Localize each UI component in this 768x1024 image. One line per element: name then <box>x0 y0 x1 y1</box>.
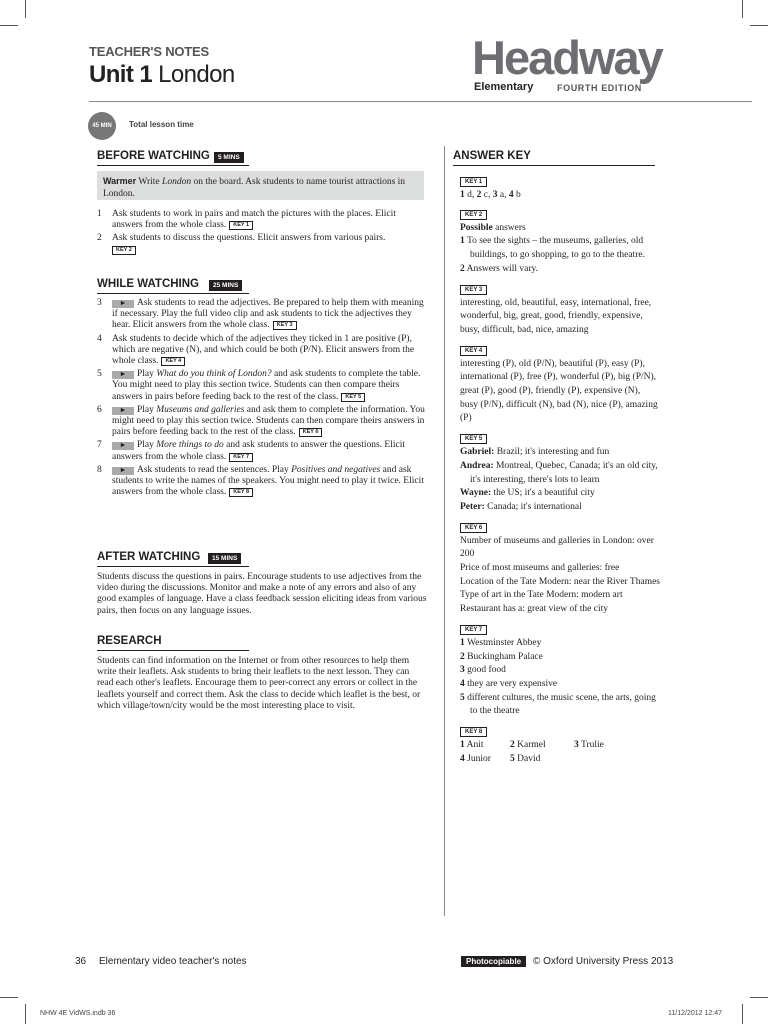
key-label: KEY 5 <box>460 434 487 444</box>
key-tag: KEY 1 <box>229 221 253 230</box>
answer-key-column <box>460 175 660 767</box>
key-label: KEY 7 <box>460 625 487 635</box>
headway-logo: Headway <box>472 31 662 84</box>
header-rule <box>89 101 752 102</box>
key-6-block: KEY 6 Number of museums and galleries in London: over 200 Price of most museums and galleries: free Location of the Tate Modern: near the River Thames Type of art in the Tate Modern: modern art Restaurant has a: great view of the city <box>460 524 661 615</box>
crop-mark <box>742 0 743 18</box>
teachers-notes-label: TEACHER'S NOTES <box>89 44 209 59</box>
crop-mark <box>742 1004 743 1024</box>
crop-mark <box>25 1004 26 1024</box>
warmer-label: Warmer <box>103 176 137 186</box>
key-label: KEY 3 <box>460 285 487 295</box>
key-4-block: KEY 4 interesting (P), old (P/N), beautiful (P), easy (P), international (P), free (P), wonderful (P), big (P/N), great (P), good (P), friendly (P), expensive (N), busy (P/N), difficult (N), bad (N), nice (P), amazing (P) <box>460 347 658 424</box>
research-heading: RESEARCH <box>97 635 162 647</box>
footer-title: Elementary video teacher's notes <box>99 956 247 967</box>
list-item: 8 ► Ask students to read the sentences. Play Positives and negatives and ask students to write the names of the speakers. You might need to play it twice. Elicit answers from the whole class. KEY 8 <box>97 464 424 498</box>
clock-label: 45 MIN <box>92 123 112 129</box>
crop-mark <box>25 0 26 18</box>
crop-mark <box>750 25 768 26</box>
key-3-block: KEY 3 interesting, old, beautiful, easy, international, free, wonderful, big, great, good, friendly, expensive, busy, difficult, bad, nice, amazing <box>460 286 652 335</box>
list-item: 2 Ask students to discuss the questions. Elicit answers from various pairs. KEY 2 <box>97 233 386 253</box>
play-icon: ► <box>112 371 134 379</box>
after-watching-heading: AFTER WATCHING <box>97 551 201 563</box>
section-rule <box>97 650 249 651</box>
key-tag: KEY 4 <box>161 357 185 366</box>
section-rule <box>453 165 655 166</box>
before-list <box>97 209 427 258</box>
key-tag: KEY 7 <box>229 453 253 462</box>
warmer-text: Warmer Write London on the board. Ask students to name tourist attractions in London. <box>103 176 406 199</box>
key-tag: KEY 6 <box>299 428 323 437</box>
answer-key-heading: ANSWER KEY <box>453 150 531 162</box>
logo-level: Elementary <box>474 81 534 93</box>
copyright: © Oxford University Press 2013 <box>533 956 674 967</box>
key-5-block: KEY 5 Gabriel: Brazil; it's interesting and fun Andrea: Montreal, Quebec, Canada; it's an old city, it's interesting, there's lots to learn Wayne: the US; it's a beautiful city Peter: Canada; it's international <box>460 436 658 512</box>
key-tag: KEY 2 <box>112 246 136 255</box>
key-8-block: KEY 8 1 Anit 2 Karmel 3 Trulie 4 Junior 5 David <box>460 729 604 764</box>
play-icon: ► <box>112 407 134 415</box>
photocopiable-badge: Photocopiable <box>461 956 526 967</box>
key-label: KEY 6 <box>460 523 487 533</box>
logo-edition: FOURTH EDITION <box>557 83 642 93</box>
list-item: 4 Ask students to decide which of the adjectives they ticked in 1 are positive (P), which are negative (N), and which could be both (P/N). Elicit answers from the whole class. KEY 4 <box>97 333 415 367</box>
list-item: 5 ► Play What do you think of London? and ask students to complete the table. You might need to play this section twice. Students can then compare theirs answers in pairs before feeding back to the rest of the class. KEY 5 <box>97 369 421 402</box>
while-watching-heading: WHILE WATCHING <box>97 278 199 290</box>
section-rule <box>97 293 249 294</box>
key-tag: KEY 8 <box>229 488 253 497</box>
crop-mark <box>0 25 18 26</box>
slug-file: NHW 4E VidWS.indb 36 <box>40 1010 116 1017</box>
list-item: 7 ► Play More things to do and ask students to answer the questions. Elicit answers from the whole class. KEY 7 <box>97 440 405 462</box>
key-1-block: KEY 1 1 d, 2 c, 3 a, 4 b <box>460 179 521 200</box>
column-divider <box>444 146 445 916</box>
clock-icon <box>88 112 116 140</box>
list-item: 3 ► Ask students to read the adjectives. Be prepared to help them with meaning if necessary. Play the full video clip and ask students to tick the adjectives they hear. Elicit answers from the whole class. KEY 3 <box>97 298 424 331</box>
play-icon: ► <box>112 442 134 450</box>
page-title <box>89 61 235 89</box>
after-watching-text: Students discuss the questions in pairs. Encourage students to use adjectives from the video during the discussions. Monitor and make a note of any errors and also of any good examples of language. Have a class feedback session eliciting ideas from various pairs, then focus on any language issues. <box>97 572 427 616</box>
before-badge: 5 MINS <box>214 152 244 163</box>
while-list <box>97 298 427 500</box>
research-text: Students can find information on the Internet or from other resources to help them write their leaflets. Ask students to bring their leaflets to the next lesson. They can read each other's leaflets. Encourage them to peer-correct any errors or collect in the leaflets yourself and correct them. Ask the class to decide which leaflet is the best, or which village/town/city would be the most interesting place to visit. <box>97 656 421 711</box>
play-icon: ► <box>112 300 134 308</box>
unit-label: Unit 1 <box>89 61 153 88</box>
key-label: KEY 2 <box>460 210 487 220</box>
section-rule <box>97 165 249 166</box>
total-lesson-time: Total lesson time <box>129 120 194 129</box>
list-item: 1 Ask students to work in pairs and match the pictures with the places. Elicit answers from the whole class. KEY 1 <box>97 209 396 231</box>
after-badge: 15 MINS <box>208 553 241 564</box>
before-watching-heading: BEFORE WATCHING <box>97 150 210 162</box>
key-tag: KEY 5 <box>341 393 365 402</box>
key-2-block: KEY 2 Possible answers 1 To see the sights – the museums, galleries, old buildings, to go shopping, to go to the theatre. 2 Answers will vary. <box>460 211 645 274</box>
key-7-block: KEY 7 1 Westminster Abbey 2 Buckingham Palace 3 good food 4 they are very expensive 5 different cultures, the music scene, the arts, going to the theatre <box>460 626 656 717</box>
while-badge: 25 MINS <box>209 280 242 291</box>
key-label: KEY 1 <box>460 177 487 187</box>
list-item: 6 ► Play Museums and galleries and ask them to complete the information. You might need to play this section twice. Students can then compare theirs answers in pairs before feeding back to the rest of the class. KEY 6 <box>97 404 425 438</box>
play-icon: ► <box>112 467 134 475</box>
unit-title: London <box>158 61 235 88</box>
section-rule <box>97 566 249 567</box>
key-label: KEY 4 <box>460 346 487 356</box>
slug-date: 11/12/2012 12:47 <box>668 1010 722 1017</box>
crop-mark <box>0 997 18 998</box>
crop-mark <box>750 997 768 998</box>
page-number: 36 <box>75 956 87 967</box>
key-tag: KEY 3 <box>273 321 297 330</box>
key-label: KEY 8 <box>460 727 487 737</box>
